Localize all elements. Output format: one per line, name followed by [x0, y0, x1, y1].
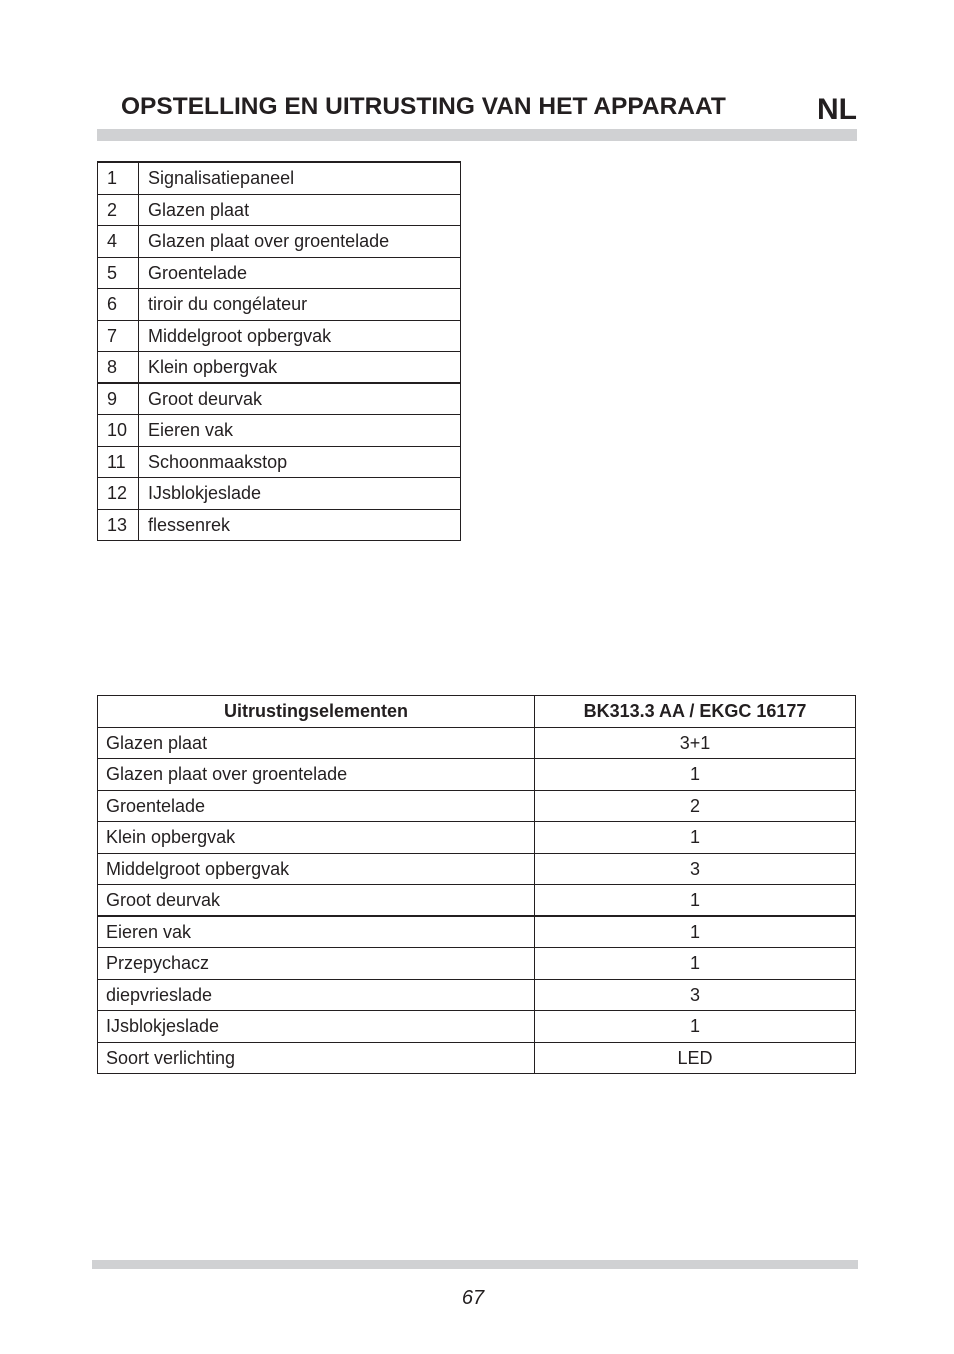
part-number: 4 — [98, 226, 139, 257]
equipment-quantity: 1 — [689, 921, 700, 942]
parts-table — [97, 161, 461, 541]
parts-table-row — [98, 258, 460, 290]
equipment-header-model: BK313.3 AA / EKGC 16177 — [583, 701, 807, 722]
parts-table-row — [98, 226, 460, 258]
parts-table-row — [98, 478, 460, 510]
part-number: 10 — [98, 415, 139, 446]
part-label: Glazen plaat — [148, 199, 250, 220]
equipment-item: Groentelade — [98, 791, 535, 822]
part-label: Groot deurvak — [148, 388, 263, 409]
equipment-quantity: 2 — [689, 795, 700, 816]
equipment-item: Middelgroot opbergvak — [98, 854, 535, 885]
part-label: Signalisatiepaneel — [148, 168, 295, 189]
part-number: 1 — [98, 163, 139, 194]
part-number: 13 — [98, 510, 139, 541]
equipment-table-row — [98, 728, 855, 760]
part-label: IJsblokjeslade — [148, 483, 262, 504]
equipment-table-row — [98, 854, 855, 886]
part-label: Klein opbergvak — [148, 356, 278, 377]
equipment-quantity: LED — [677, 1047, 713, 1068]
equipment-table-header — [98, 696, 855, 728]
equipment-quantity: 3+1 — [679, 732, 711, 753]
page-title: OPSTELLING EN UITRUSTING VAN HET APPARAAT — [121, 92, 726, 120]
part-number: 12 — [98, 478, 139, 509]
footer-rule — [92, 1260, 858, 1269]
equipment-table-row — [98, 759, 855, 791]
equipment-table-row — [98, 980, 855, 1012]
equipment-table — [97, 695, 856, 1074]
equipment-table-row — [98, 1043, 855, 1075]
parts-table-row — [98, 415, 460, 447]
equipment-table-row — [98, 885, 855, 917]
equipment-quantity: 1 — [689, 764, 700, 785]
equipment-item: Soort verlichting — [98, 1043, 535, 1074]
equipment-table-row — [98, 917, 855, 949]
part-label: flessenrek — [148, 514, 231, 535]
part-label: Glazen plaat over groentelade — [148, 231, 390, 252]
part-label: Middelgroot opbergvak — [148, 325, 332, 346]
parts-table-row — [98, 163, 460, 195]
parts-table-row — [98, 384, 460, 416]
part-number: 9 — [98, 384, 139, 415]
equipment-item: Klein opbergvak — [98, 822, 535, 853]
part-number: 8 — [98, 352, 139, 382]
header-rule — [97, 129, 857, 141]
equipment-quantity: 1 — [689, 827, 700, 848]
part-label: Groentelade — [148, 262, 248, 283]
page-number: 67 — [461, 1287, 485, 1309]
parts-table-row — [98, 195, 460, 227]
parts-table-row — [98, 321, 460, 353]
equipment-quantity: 3 — [689, 858, 700, 879]
equipment-table-row — [98, 791, 855, 823]
parts-table-row — [98, 352, 460, 384]
equipment-quantity: 1 — [689, 953, 700, 974]
part-label: Eieren vak — [148, 420, 234, 441]
equipment-table-row — [98, 1011, 855, 1043]
language-code: NL — [817, 92, 857, 126]
equipment-item: IJsblokjeslade — [98, 1011, 535, 1042]
equipment-quantity: 3 — [689, 984, 700, 1005]
parts-table-row — [98, 289, 460, 321]
equipment-quantity: 1 — [689, 1016, 700, 1037]
part-number: 2 — [98, 195, 139, 226]
equipment-item: Przepychacz — [98, 948, 535, 979]
part-label: tiroir du congélateur — [148, 294, 308, 315]
equipment-item: Eieren vak — [98, 917, 535, 948]
equipment-table-row — [98, 822, 855, 854]
equipment-table-row — [98, 948, 855, 980]
parts-table-row — [98, 510, 460, 542]
equipment-item: Glazen plaat over groentelade — [98, 759, 535, 790]
equipment-item: Glazen plaat — [98, 728, 535, 759]
equipment-item: diepvrieslade — [98, 980, 535, 1011]
part-number: 11 — [98, 447, 139, 478]
equipment-header-item: Uitrustingselementen — [98, 696, 535, 727]
part-number: 5 — [98, 258, 139, 289]
part-label: Schoonmaakstop — [148, 451, 288, 472]
equipment-item: Groot deurvak — [98, 885, 535, 915]
equipment-quantity: 1 — [689, 889, 700, 910]
part-number: 6 — [98, 289, 139, 320]
part-number: 7 — [98, 321, 139, 352]
parts-table-row — [98, 447, 460, 479]
